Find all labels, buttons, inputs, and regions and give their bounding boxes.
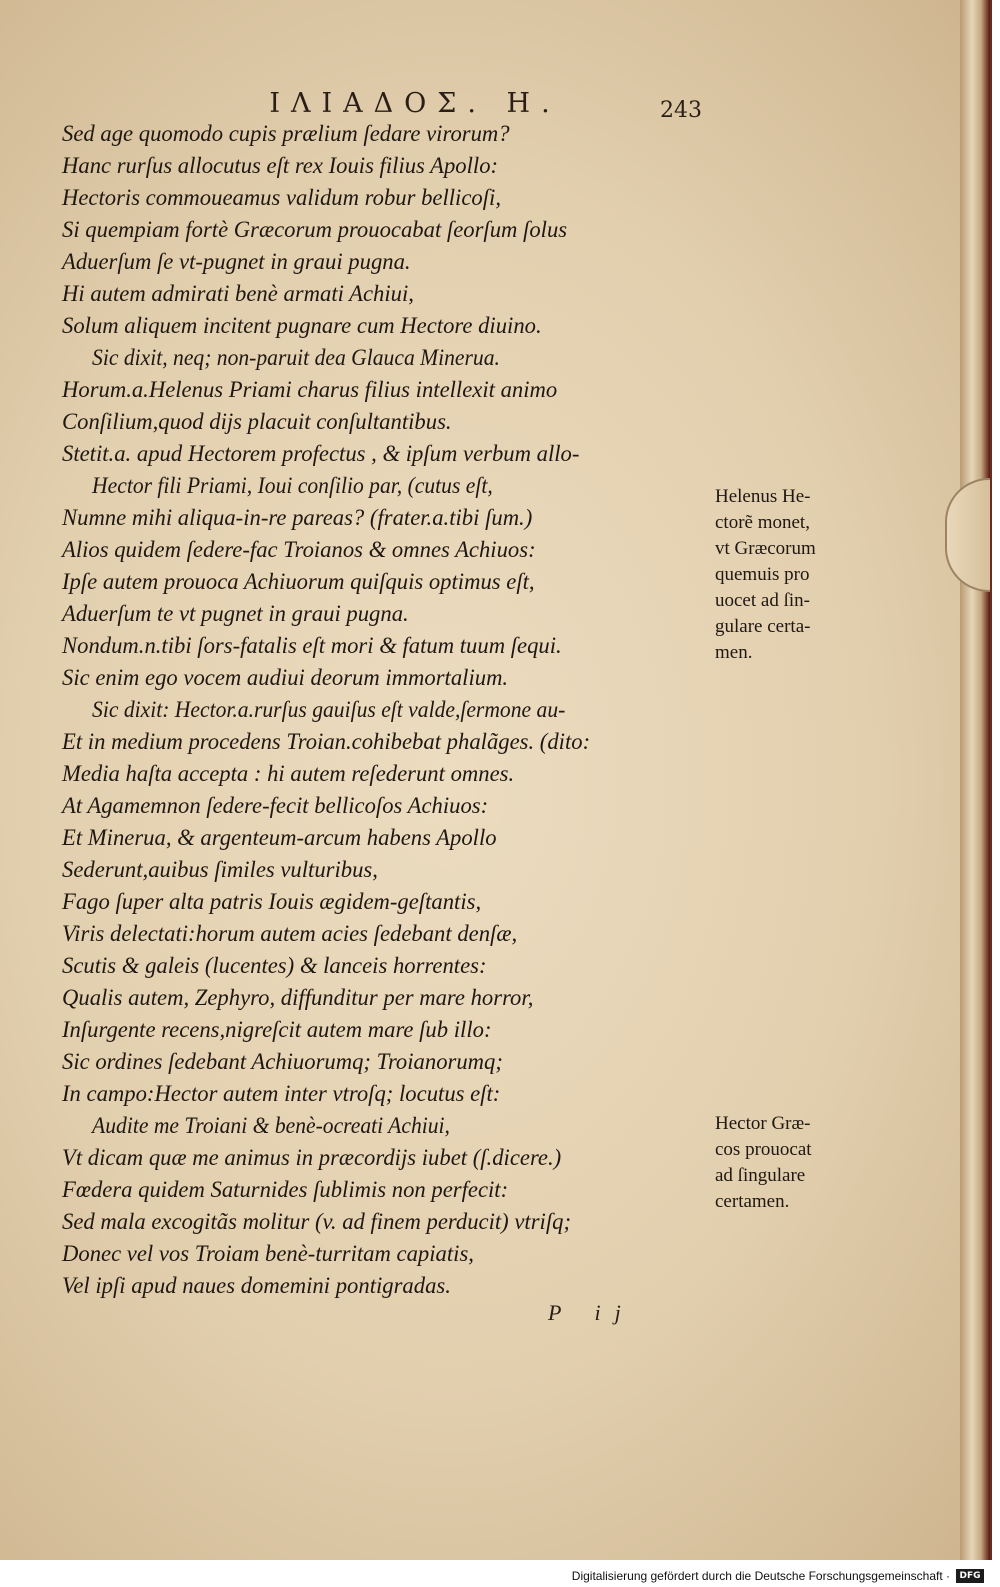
verse-line: Sic enim ego vocem audiui deorum immortalium. [62,665,509,690]
margin-note-line: ctorẽ monet, [715,512,810,533]
verse-line: Hi autem admirati benè armati Achiui, [62,281,414,306]
margin-note-line: Helenus He- [715,486,811,507]
verse-line: In campo:Hector autem inter vtroſq; locutus eſt: [62,1081,501,1106]
verse-line: Solum aliquem incitent pugnare cum Hectore diuino. [62,313,542,338]
verse-line: Aduerſum ſe vt-pugnet in graui pugna. [62,249,411,274]
verse-line: At Agamemnon ſedere-fecit bellicoſos Achiuos: [62,793,489,818]
marginal-note-helenus [715,484,875,666]
margin-note-line: cos prouocat [715,1139,812,1160]
verse-line: Inſurgente recens,nigreſcit autem mare ſub illo: [62,1017,492,1042]
running-head: ΙΛΙΑΔΟΣ. Η. [269,88,561,119]
verse-line: Aduerſum te vt pugnet in graui pugna. [62,601,409,626]
verse-line: Hector fili Priami, Ioui conſilio par, (cutus eſt, [92,473,493,498]
verse-line: Si quempiam fortè Græcorum prouocabat ſeorſum ſolus [62,217,568,242]
verse-line: Et Minerua, & argenteum-arcum habens Apollo [62,825,497,850]
dfg-logo: DFG [956,1569,984,1583]
verse-line: Conſilium,quod dijs placuit conſultantibus. [62,409,452,434]
verse-line: Sic dixit, neq; non-paruit dea Glauca Minerua. [92,345,500,370]
margin-note-line: vt Græcorum [715,538,816,559]
verse-line: Sed mala excogitãs molitur (v. ad finem perducit) vtriſq; [62,1209,571,1234]
verse-line: Nondum.n.tibi ſors-fatalis eſt mori & fatum tuum ſequi. [62,633,562,658]
verse-line: Qualis autem, Zephyro, diffunditur per mare horror, [62,985,534,1010]
verse-line: Vt dicam quæ me animus in præcordijs iubet (ſ.dicere.) [62,1145,562,1170]
verse-line: Scutis & galeis (lucentes) & lanceis horrentes: [62,953,487,978]
margin-note-line: gulare certa- [715,616,811,637]
verse-line: Viris delectati:horum autem acies ſedebant denſæ, [62,921,518,946]
verse-line: Numne mihi aliqua-in-re pareas? (frater.a.tibi ſum.) [62,505,533,530]
verse-line: Hectoris commoueamus validum robur bellicoſi, [62,185,501,210]
margin-note-line: uocet ad ſin- [715,590,810,611]
verse-line: Sic dixit: Hector.a.rurſus gauiſus eſt valde,ſermone au- [92,697,566,722]
verse-line: Media haſta accepta : hi autem reſederunt omnes. [62,761,515,786]
page-tab-marker [945,478,992,592]
verse-line: Vel ipſi apud naues domemini pontigradas. [62,1273,451,1298]
margin-note-line: ad ſingulare [715,1165,806,1186]
verse-line: Fœdera quidem Saturnides ſublimis non perfecit: [62,1177,509,1202]
verse-line: Sed age quomodo cupis prælium ſedare virorum? [62,121,510,146]
verse-line: Fago ſuper alta patris Iouis ægidem-geſtantis, [62,889,482,914]
verse-line: Donec vel vos Troiam benè-turritam capiatis, [62,1241,474,1266]
verse-line: Horum.a.Helenus Priami charus filius intellexit animo [62,377,558,402]
verse-line: Sic ordines ſedebant Achiuorumq; Troianorumq; [62,1049,503,1074]
marginal-note-hector [715,1111,875,1215]
page-number: 243 [660,98,702,123]
funding-credit: Digitalisierung gefördert durch die Deutsche Forschungsgemeinschaft · [571,1569,950,1583]
verse-line: Hanc rurſus allocutus eſt rex Iouis filius Apollo: [62,153,499,178]
verse-line: Alios quidem ſedere-fac Troianos & omnes Achiuos: [62,537,536,562]
margin-note-line: men. [715,642,753,663]
page-edge [960,0,990,1560]
margin-note-line: certamen. [715,1191,790,1212]
verse-line: Stetit.a. apud Hectorem profectus , & ipſum verbum allo- [62,441,580,466]
margin-note-line: Hector Græ- [715,1113,811,1134]
verse-line: Et in medium procedens Troian.cohibebat phalãges. (dito: [62,729,591,754]
verse-line: Sederunt,auibus ſimiles vulturibus, [62,857,378,882]
margin-note-line: quemuis pro [715,564,810,585]
signature-mark: P ij [548,1300,635,1325]
verse-line: Audite me Troiani & benè-ocreati Achiui, [92,1113,450,1138]
verse-line: Ipſe autem prouoca Achiuorum quiſquis optimus eſt, [62,569,535,594]
